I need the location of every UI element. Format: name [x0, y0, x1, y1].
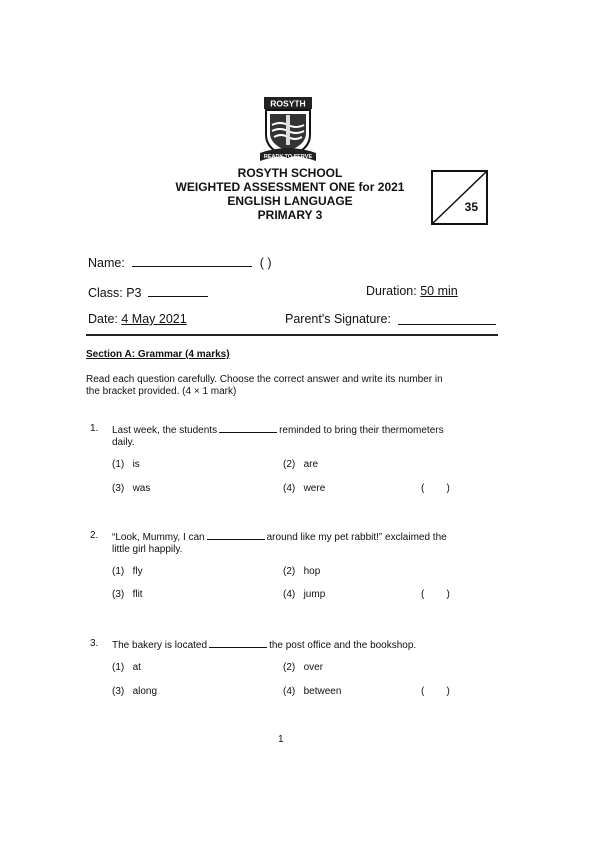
duration-label: Duration: [366, 284, 417, 298]
question-1-text-after: reminded to bring their thermometers [279, 425, 444, 436]
instruction-line-2: the bracket provided. (4 × 1 mark) [86, 386, 237, 397]
question-2-number: 2. [90, 530, 99, 541]
question-2-text [112, 530, 482, 556]
question-1-text-before: Last week, the students [112, 425, 218, 436]
question-1-option-4: (4) were [283, 483, 326, 494]
question-2-option-3: (3) flit [112, 589, 143, 600]
question-1-option-1: (1) is [112, 459, 140, 470]
duration-value: 50 min [420, 284, 458, 298]
assessment-title: WEIGHTED ASSESSMENT ONE for 2021 [175, 180, 405, 194]
school-crest [258, 95, 318, 165]
score-box [431, 170, 488, 225]
date-row [88, 312, 187, 326]
crest-banner-top: ROSYTH [270, 98, 306, 109]
question-3-text-before: The bakery is located [112, 640, 208, 651]
question-2-text-line2: little girl happily. [112, 544, 183, 555]
question-3-answer-bracket[interactable]: ( ) [421, 686, 450, 697]
total-marks: 35 [464, 200, 478, 214]
level-title: PRIMARY 3 [257, 208, 323, 222]
question-3-option-1: (1) at [112, 662, 141, 673]
question-1-text [112, 423, 482, 449]
question-3-option-3: (3) along [112, 686, 158, 697]
question-1-answer-bracket[interactable]: ( ) [421, 483, 450, 494]
question-3-blank [209, 638, 267, 648]
date-value: 4 May 2021 [121, 312, 187, 326]
date-label: Date: [88, 312, 118, 326]
crest-banner-bottom: READY TO SERVE [263, 154, 313, 160]
question-1-option-2: (2) are [283, 459, 319, 470]
question-3-text [112, 638, 482, 652]
name-line[interactable] [132, 254, 252, 267]
question-2-option-4: (4) jump [283, 589, 326, 600]
name-row [88, 254, 272, 270]
question-2-answer-bracket[interactable]: ( ) [421, 589, 450, 600]
question-2-blank [207, 530, 265, 540]
signature-label: Parent's Signature: [285, 312, 391, 326]
title-block [150, 166, 430, 222]
class-label: Class: P3 [88, 286, 142, 300]
question-3-option-4: (4) between [283, 686, 342, 697]
duration-row [366, 284, 458, 298]
question-2-text-after: around like my pet rabbit!” exclaimed the [266, 532, 447, 543]
section-title: Section A: Grammar (4 marks) [86, 349, 230, 360]
instruction-line-1: Read each question carefully. Choose the correct answer and write its number in [86, 374, 443, 385]
question-1-text-line2: daily. [112, 437, 135, 448]
question-3-number: 3. [90, 638, 99, 649]
question-2-option-2: (2) hop [283, 566, 321, 577]
class-row [88, 284, 208, 300]
subject-title: ENGLISH LANGUAGE [227, 194, 353, 208]
question-3-option-2: (2) over [283, 662, 324, 673]
question-1-number: 1. [90, 423, 99, 434]
class-line[interactable] [148, 284, 208, 297]
signature-line[interactable] [398, 324, 496, 325]
section-instructions [86, 374, 506, 398]
question-2-option-1: (1) fly [112, 566, 143, 577]
question-2-text-before: “Look, Mummy, I can [112, 532, 205, 543]
header-divider [86, 334, 498, 336]
question-1-blank [219, 423, 277, 433]
page-number: 1 [278, 734, 284, 745]
school-name: ROSYTH SCHOOL [237, 166, 343, 180]
index-bracket: ( ) [259, 256, 272, 270]
question-1-option-3: (3) was [112, 483, 151, 494]
signature-row [285, 312, 391, 326]
name-label: Name: [88, 256, 125, 270]
question-3-text-after: the post office and the bookshop. [269, 640, 417, 651]
